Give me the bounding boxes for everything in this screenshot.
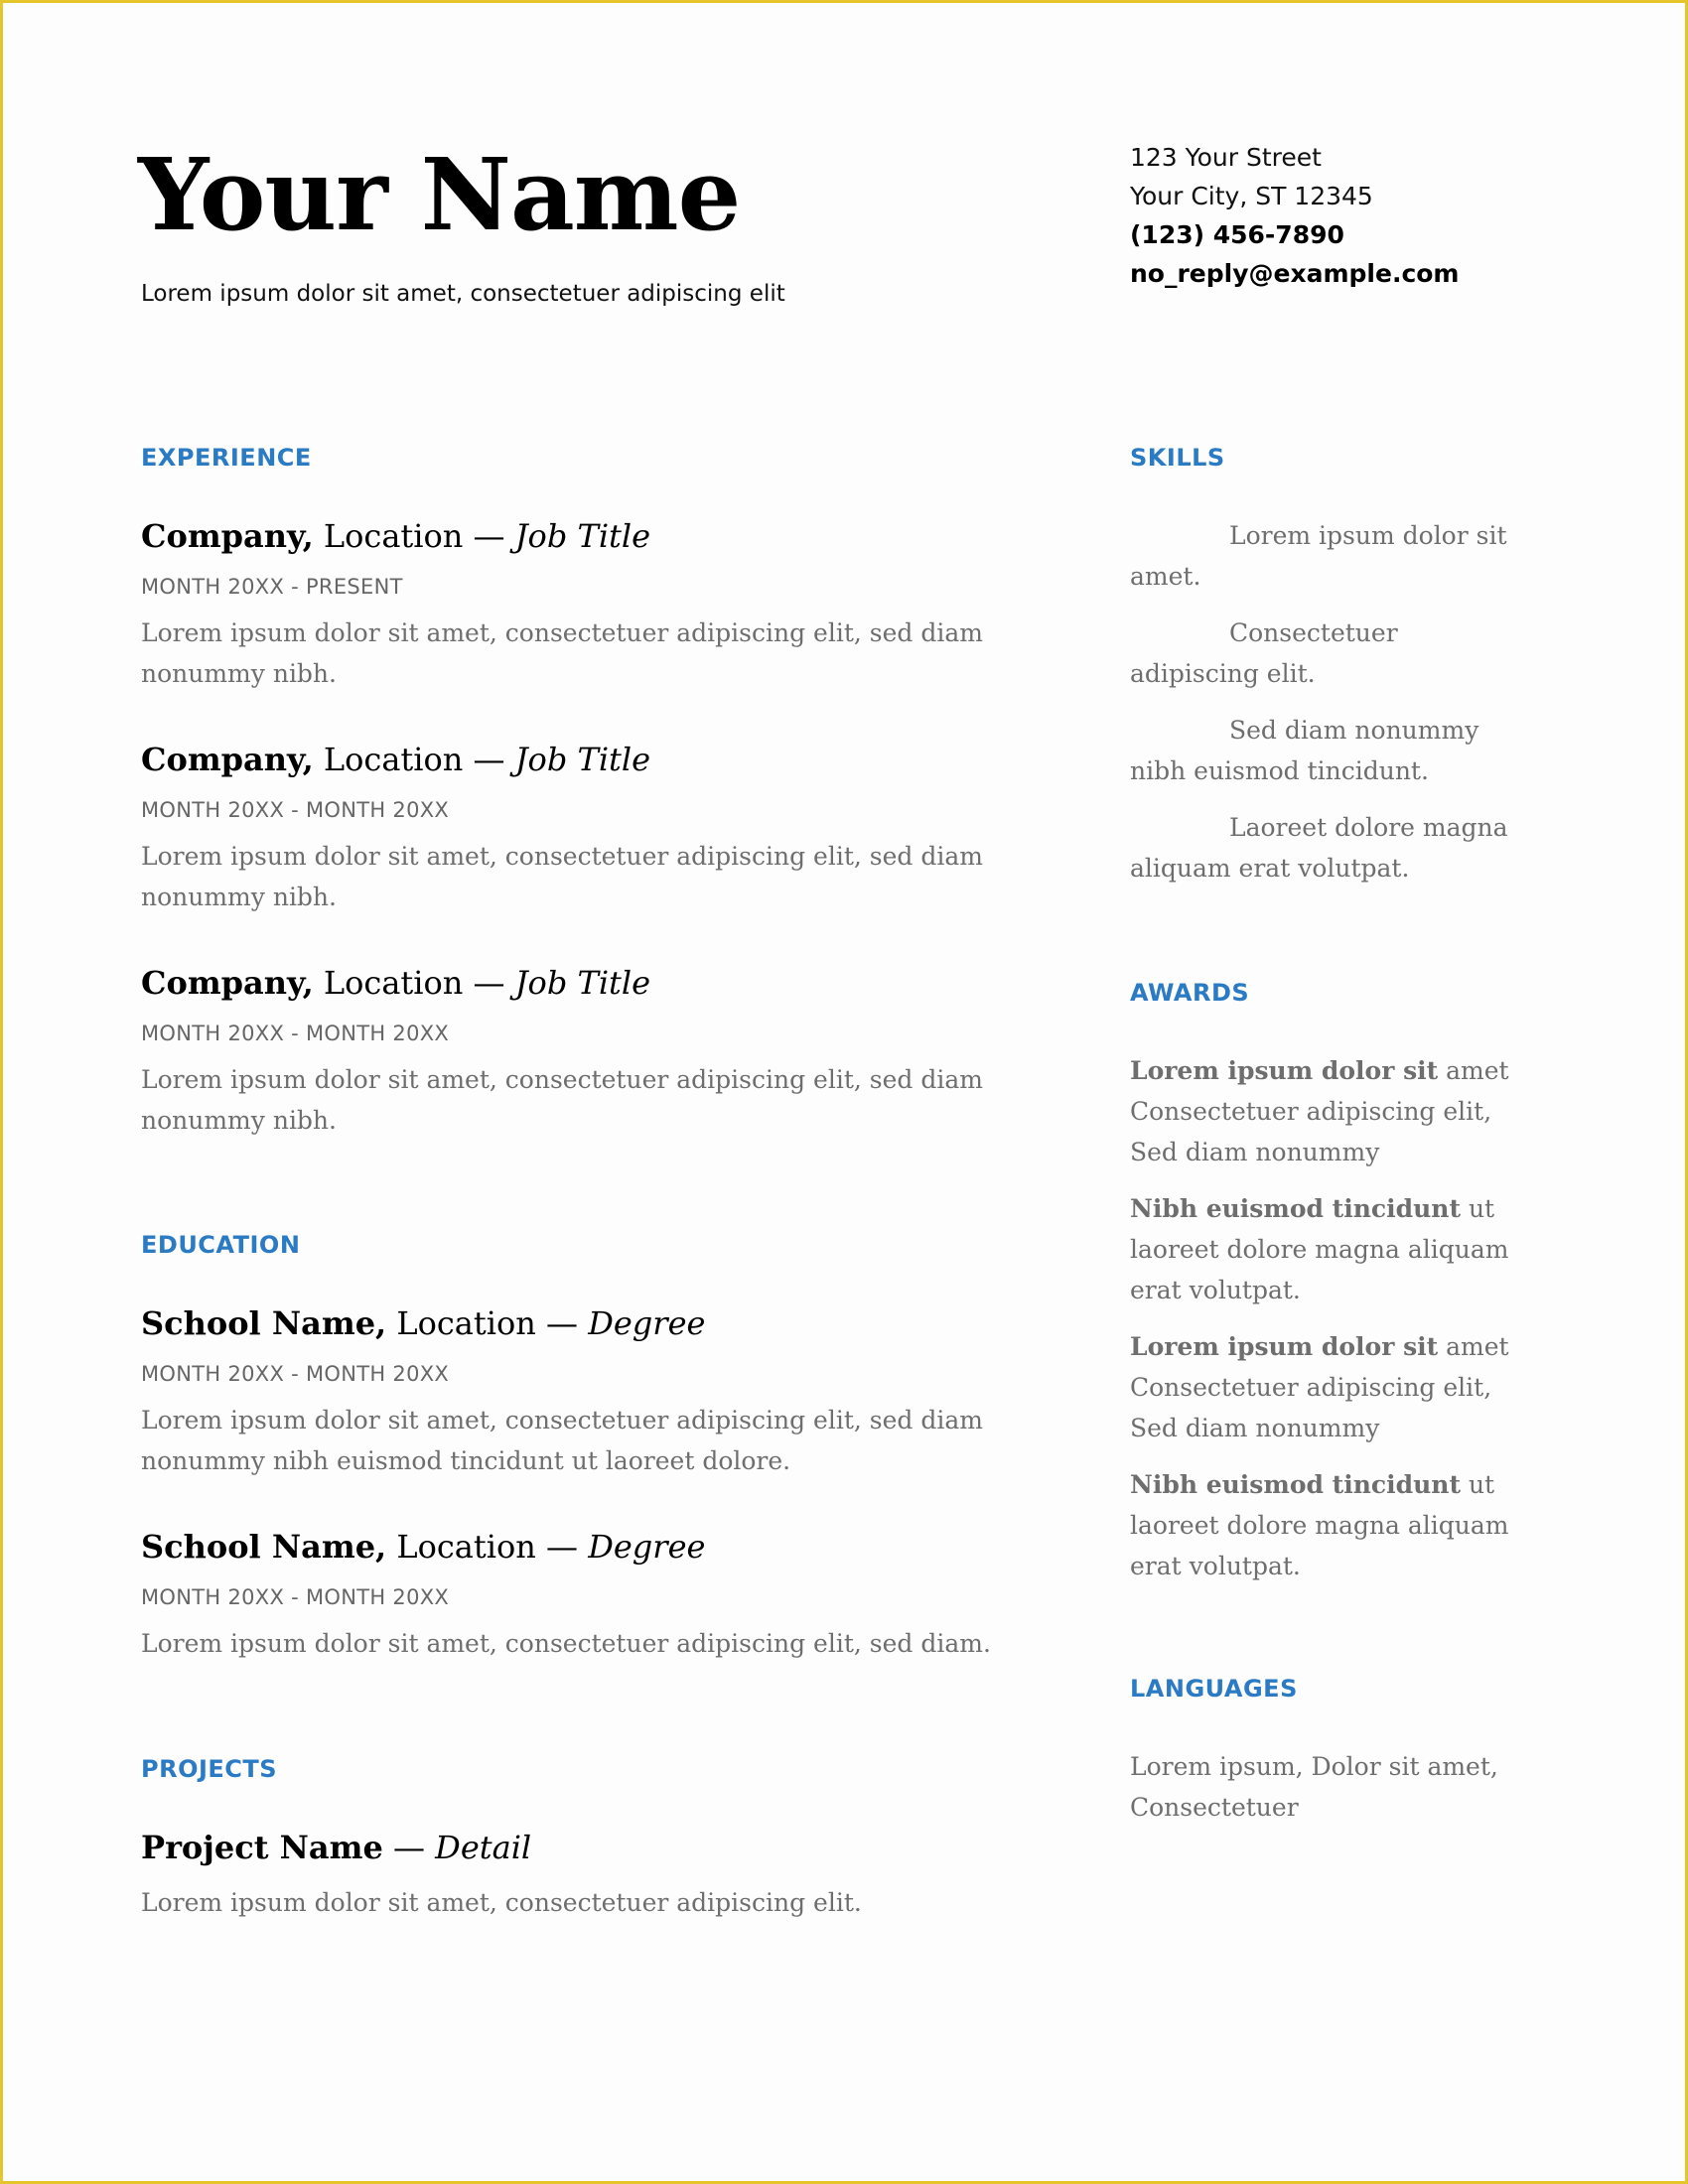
phone-number: (123) 456-7890 — [1130, 220, 1344, 249]
project-entry-1-description: Lorem ipsum dolor sit amet, consectetuer adipiscing elit. — [141, 1888, 862, 1917]
award-title: Nibh euismod tincidunt — [1130, 1194, 1461, 1223]
email-address: no_reply@example.com — [1130, 259, 1460, 288]
experience-entry-1-heading — [141, 517, 650, 555]
education-entry-2-heading — [141, 1528, 705, 1566]
award-title: Lorem ipsum dolor sit — [1130, 1056, 1439, 1085]
languages-list: Lorem ipsum, Dolor sit amet, Consectetuer — [1130, 1752, 1498, 1822]
experience-entry-2-heading — [141, 741, 650, 778]
company-name: Company, — [141, 741, 314, 778]
education-entry-1-heading — [141, 1304, 705, 1342]
tagline: Lorem ipsum dolor sit amet, consectetuer adipiscing elit — [141, 281, 785, 307]
company-name: Company, — [141, 517, 314, 555]
candidate-name: Your Name — [138, 136, 741, 253]
degree: Degree — [588, 1528, 706, 1566]
education-entry-2-description: Lorem ipsum dolor sit amet, consectetuer adipiscing elit, sed diam. — [141, 1629, 991, 1658]
experience-entry-1-dates: MONTH 20XX - PRESENT — [141, 575, 403, 599]
experience-heading: EXPERIENCE — [141, 444, 312, 472]
award-item-1 — [1130, 1050, 1527, 1172]
skill-item-2: Consectetuer adipiscing elit. — [1130, 618, 1398, 688]
experience-entry-3-description: Lorem ipsum dolor sit amet, consectetuer adipiscing elit, sed diam nonummy nibh. — [141, 1065, 983, 1135]
skill-item-1: Lorem ipsum dolor sit amet. — [1130, 521, 1507, 591]
skill-item-4: Laoreet dolore magna aliquam erat volutpat. — [1130, 813, 1508, 883]
education-entry-1-dates: MONTH 20XX - MONTH 20XX — [141, 1362, 450, 1386]
job-title: Job Title — [514, 964, 651, 1002]
experience-entry-3-heading — [141, 964, 650, 1002]
contact-block — [1130, 138, 1459, 293]
school-location: Location — — [386, 1304, 589, 1342]
project-entry-1-heading — [141, 1829, 531, 1866]
company-location: Location — — [313, 964, 515, 1002]
experience-entry-2-description: Lorem ipsum dolor sit amet, consectetuer adipiscing elit, sed diam nonummy nibh. — [141, 842, 983, 911]
award-description: ut laoreet dolore magna aliquam erat volutpat. — [1130, 1194, 1509, 1304]
projects-heading: PROJECTS — [141, 1755, 278, 1783]
award-description: ut laoreet dolore magna aliquam erat volutpat. — [1130, 1470, 1509, 1580]
company-name: Company, — [141, 964, 314, 1002]
degree: Degree — [588, 1304, 706, 1342]
company-location: Location — — [313, 517, 515, 555]
school-location: Location — — [386, 1528, 589, 1566]
award-description: amet Consectetuer adipiscing elit, Sed diam nonummy — [1130, 1056, 1509, 1166]
languages-heading: LANGUAGES — [1130, 1675, 1298, 1703]
project-detail: Detail — [435, 1829, 532, 1866]
project-separator: — — [382, 1829, 436, 1866]
education-entry-2-dates: MONTH 20XX - MONTH 20XX — [141, 1585, 450, 1609]
school-name: School Name, — [141, 1528, 387, 1566]
skill-item-3: Sed diam nonummy nibh euismod tincidunt. — [1130, 716, 1479, 785]
award-title: Lorem ipsum dolor sit — [1130, 1332, 1439, 1361]
school-name: School Name, — [141, 1304, 387, 1342]
skills-heading: SKILLS — [1130, 444, 1225, 472]
experience-entry-3-dates: MONTH 20XX - MONTH 20XX — [141, 1022, 450, 1045]
address-line-1: 123 Your Street — [1130, 143, 1322, 172]
job-title: Job Title — [514, 517, 651, 555]
award-description: amet Consectetuer adipiscing elit, Sed diam nonummy — [1130, 1332, 1509, 1442]
award-item-4 — [1130, 1464, 1527, 1586]
award-title: Nibh euismod tincidunt — [1130, 1470, 1461, 1499]
education-entry-1-description: Lorem ipsum dolor sit amet, consectetuer adipiscing elit, sed diam nonummy nibh euismod tincidunt ut laoreet dolore. — [141, 1406, 983, 1475]
address-line-2: Your City, ST 12345 — [1130, 182, 1373, 210]
company-location: Location — — [313, 741, 515, 778]
education-heading: EDUCATION — [141, 1231, 301, 1259]
experience-entry-2-dates: MONTH 20XX - MONTH 20XX — [141, 798, 450, 822]
awards-heading: AWARDS — [1130, 979, 1250, 1007]
experience-entry-1-description: Lorem ipsum dolor sit amet, consectetuer adipiscing elit, sed diam nonummy nibh. — [141, 618, 983, 688]
award-item-3 — [1130, 1326, 1527, 1448]
award-item-2 — [1130, 1188, 1527, 1310]
job-title: Job Title — [514, 741, 651, 778]
project-name: Project Name — [141, 1829, 383, 1866]
